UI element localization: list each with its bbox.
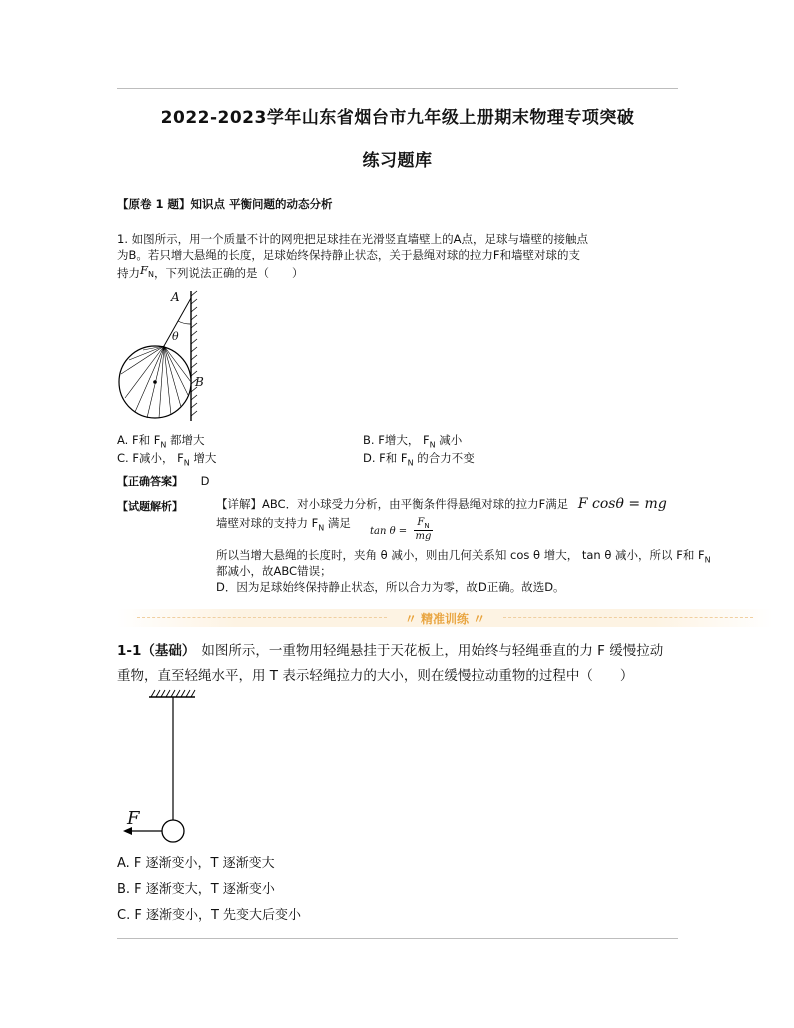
q1-line3: 持力$F_N$，下列说法正确的是（ ） xyxy=(117,263,304,280)
page-subtitle: 练习题库 xyxy=(362,151,433,171)
analysis-label: 【试题解析】 xyxy=(117,500,183,513)
q2-option-b[interactable]: B. F 逐渐变大，T 逐渐变小 xyxy=(117,882,275,897)
label-force-f: F xyxy=(127,808,140,829)
analysis-line1: 【详解】ABC．对小球受力分析，由平衡条件得悬绳对球的拉力F满足 F cosθ = mg xyxy=(216,496,667,512)
label-theta: θ xyxy=(172,330,179,343)
top-rule xyxy=(117,88,678,89)
q2-line1: 1-1（基础） 如图所示，一重物用轻绳悬挂于天花板上，用始终与轻绳垂直的力 F 缓慢拉动 xyxy=(117,643,664,659)
q1-option-d[interactable]: D. F和 $F_N$ 的合力不变 xyxy=(363,451,475,468)
q1-option-c[interactable]: C. F减小， $F_N$ 增大 xyxy=(117,451,217,468)
analysis-line4: 都减小，故ABC错误； xyxy=(216,564,332,578)
tan-formula: tan θ = $\frac{F_N}{mg}$ xyxy=(370,517,432,542)
q2-line2: 重物，直至轻绳水平，用 T 表示轻绳拉力的大小，则在缓慢拉动重物的过程中（ ） xyxy=(117,668,634,684)
label-point-a: A xyxy=(171,290,180,304)
answer-row xyxy=(117,473,210,490)
q1-option-b[interactable]: B. F增大， $F_N$ 减小 xyxy=(363,433,463,450)
practice-banner xyxy=(117,609,773,627)
q2-option-c[interactable]: C. F 逐渐变小，T 先变大后变小 xyxy=(117,908,302,923)
bottom-rule xyxy=(117,938,678,939)
q1-line1: 1. 如图所示，用一个质量不计的网兜把足球挂在光滑竖直墙壁上的A点，足球与墙壁的接触点 xyxy=(117,232,588,246)
analysis-line5: D．因为足球始终保持静止状态，所以合力为零，故D正确。故选D。 xyxy=(216,580,565,594)
q2-option-a[interactable]: A. F 逐渐变小，T 逐渐变大 xyxy=(117,856,275,871)
q1-option-a[interactable]: A. F和 $F_N$ 都增大 xyxy=(117,433,205,450)
section-header: 【原卷 1 题】知识点 平衡问题的动态分析 xyxy=(117,197,333,211)
page-title: 2022-2023学年山东省烟台市九年级上册期末物理专项突破 xyxy=(160,108,635,128)
practice-banner-text: 〃 精准训练 〃 xyxy=(404,612,486,626)
analysis-line3: 所以当增大悬绳的长度时，夹角 θ 减小，则由几何关系知 cos θ 增大， tan θ 减小，所以 F和 $F_N$ xyxy=(216,548,711,565)
label-point-b: B xyxy=(195,375,204,389)
analysis-line2: 墙壁对球的支持力 $F_N$ 满足 xyxy=(216,516,351,533)
q1-line2: 为B。若只增大悬绳的长度，足球始终保持静止状态，关于悬绳对球的拉力F和墙壁对球的支 xyxy=(117,248,580,262)
answer-label: 【正确答案】 xyxy=(117,475,183,488)
answer-value: D xyxy=(200,474,210,488)
ball-on-wall-figure xyxy=(117,288,217,423)
